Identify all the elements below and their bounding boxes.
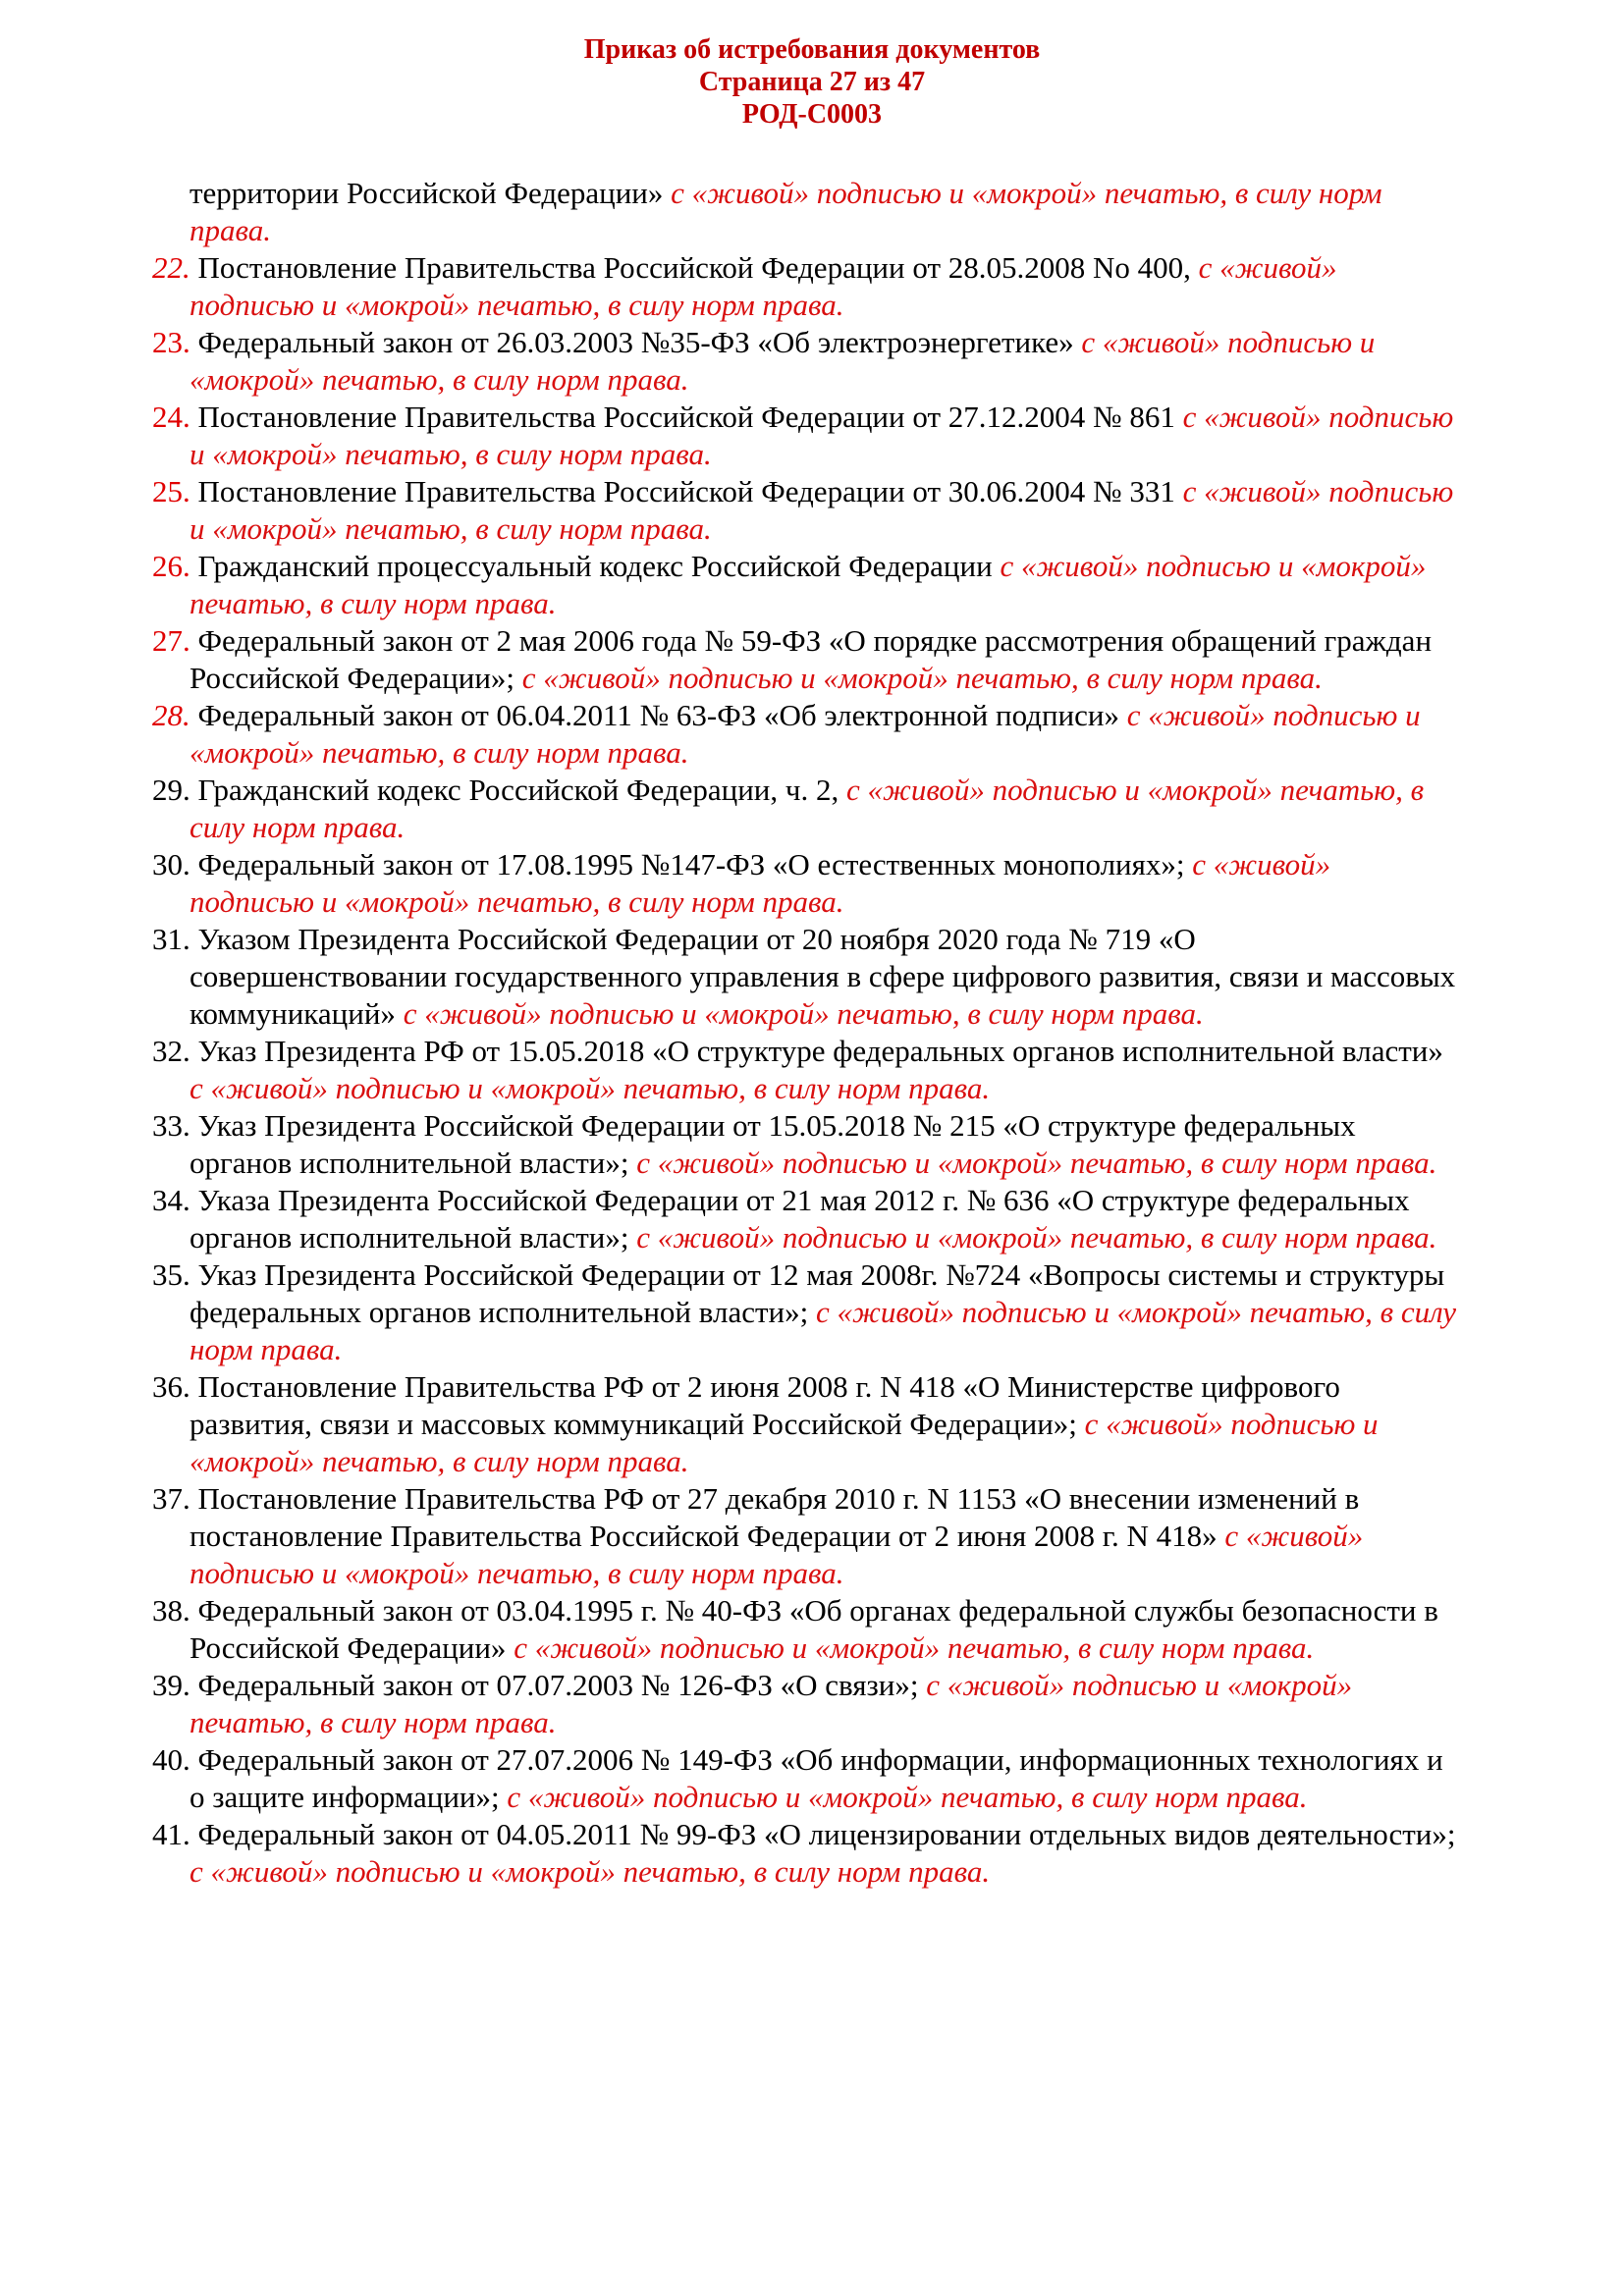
law-item <box>152 1480 1458 1592</box>
law-text: Федеральный закон от 27.07.2006 № 149-ФЗ «Об информации, информационных технологиях и о защите информации»; <box>189 1742 1443 1814</box>
signature-note: с «живой» подписью и «мокрой» печатью, в силу норм права. <box>189 698 1421 770</box>
signature-note: с «живой» подписью и «мокрой» печатью, в силу норм права. <box>189 1295 1456 1366</box>
signature-note: с «живой» подписью и «мокрой» печатью, в силу норм права. <box>189 1854 991 1889</box>
law-item <box>152 697 1458 772</box>
law-item <box>152 399 1458 473</box>
law-text: Постановление Правительства РФ от 2 июня 2008 г. N 418 «О Министерстве цифрового развития, связи и массовых коммуникаций Российской Федерации»; <box>189 1369 1340 1441</box>
law-item <box>152 548 1458 622</box>
signature-note: с «живой» подписью и «мокрой» печатью, в силу норм права. <box>189 773 1425 844</box>
item-number: 28. <box>152 698 190 732</box>
intro-paragraph <box>152 175 1458 249</box>
signature-note: с «живой» подписью и «мокрой» печатью, в силу норм права. <box>189 250 1337 322</box>
signature-note: с «живой» подписью и «мокрой» печатью, в силу норм права. <box>189 325 1376 397</box>
law-text: Указ Президента Российской Федерации от 12 мая 2008г. №724 «Вопросы системы и структуры федеральных органов исполнительной власти»; <box>189 1257 1445 1329</box>
law-text: Указ Президента РФ от 15.05.2018 «О структуре федеральных органов исполнительной власти» <box>197 1034 1443 1068</box>
signature-note: с «живой» подписью и «мокрой» печатью, в силу норм права. <box>636 1146 1437 1180</box>
law-item <box>152 1033 1458 1107</box>
signature-note: с «живой» подписью и «мокрой» печатью, в силу норм права. <box>636 1220 1437 1255</box>
document-title: Приказ об истребования документов <box>583 34 1041 65</box>
signature-note: с «живой» подписью и «мокрой» печатью, в силу норм права. <box>189 400 1454 471</box>
item-number: 41. <box>152 1817 190 1851</box>
signature-note: с «живой» подписью и «мокрой» печатью, в силу норм права. <box>189 1668 1353 1739</box>
item-number: 25. <box>152 474 190 508</box>
item-number: 39. <box>152 1668 190 1702</box>
law-item <box>152 1368 1458 1480</box>
item-number: 33. <box>152 1108 190 1143</box>
signature-note: с «живой» подписью и «мокрой» печатью, в силу норм права. <box>507 1780 1308 1814</box>
law-item <box>152 1256 1458 1368</box>
item-number: 38. <box>152 1593 190 1628</box>
law-text: Указ Президента Российской Федерации от 15.05.2018 № 215 «О структуре федеральных органов исполнительной власти»; <box>189 1108 1356 1180</box>
signature-note: с «живой» подписью и «мокрой» печатью, в силу норм права. <box>189 1519 1364 1590</box>
law-text: Постановление Правительства Российской Федерации от 30.06.2004 № 331 <box>197 474 1183 508</box>
item-number: 31. <box>152 922 190 956</box>
signature-note: с «живой» подписью и «мокрой» печатью, в силу норм права. <box>521 661 1323 695</box>
signature-note: с «живой» подписью и «мокрой» печатью, в силу норм права. <box>189 549 1427 620</box>
law-text: Гражданский процессуальный кодекс Российской Федерации <box>197 549 1001 583</box>
document-code: РОД-С0003 <box>741 99 883 130</box>
law-item <box>152 1107 1458 1182</box>
legal-references-list <box>152 175 1458 1891</box>
signature-note: с «живой» подписью и «мокрой» печатью, в силу норм права. <box>189 1071 991 1105</box>
item-number: 30. <box>152 847 190 881</box>
law-text: Указом Президента Российской Федерации от 20 ноября 2020 года № 719 «О совершенствовании государственного управления в сфере цифрового развития, связи и массовых коммуникаций» <box>189 922 1456 1031</box>
law-text: Указа Президента Российской Федерации от 21 мая 2012 г. № 636 «О структуре федеральных органов исполнительной власти»; <box>189 1183 1410 1255</box>
item-number: 35. <box>152 1257 190 1292</box>
law-item <box>152 249 1458 324</box>
law-text: Гражданский кодекс Российской Федерации, ч. 2, <box>197 773 846 807</box>
law-item <box>152 921 1458 1033</box>
signature-note: с «живой» подписью и «мокрой» печатью, в силу норм права. <box>189 176 1382 247</box>
law-text: Постановление Правительства Российской Федерации от 27.12.2004 № 861 <box>197 400 1183 434</box>
item-number: 40. <box>152 1742 190 1777</box>
law-item <box>152 1741 1458 1816</box>
law-item <box>152 622 1458 697</box>
signature-note: с «живой» подписью и «мокрой» печатью, в силу норм права. <box>514 1630 1315 1665</box>
law-text: Федеральный закон от 03.04.1995 г. № 40-ФЗ «Об органах федеральной службы безопасности в Российской Федерации» <box>189 1593 1438 1665</box>
document-header <box>0 0 1624 131</box>
law-item <box>152 1816 1458 1891</box>
item-number: 36. <box>152 1369 190 1404</box>
law-text: Федеральный закон от 2 мая 2006 года № 59-ФЗ «О порядке рассмотрения обращений граждан Российской Федерации»; <box>189 623 1433 695</box>
law-text: Постановление Правительства РФ от 27 декабря 2010 г. N 1153 «О внесении изменений в постановление Правительства Российской Федерации от 2 июня 2008 г. N 418» <box>189 1481 1360 1553</box>
item-number: 26. <box>152 549 190 583</box>
law-item <box>152 846 1458 921</box>
law-text: Федеральный закон от 07.07.2003 № 126-ФЗ «О связи»; <box>197 1668 927 1702</box>
signature-note: с «живой» подписью и «мокрой» печатью, в силу норм права. <box>189 847 1331 919</box>
item-number: 32. <box>152 1034 190 1068</box>
law-item <box>152 772 1458 846</box>
law-text: Федеральный закон от 17.08.1995 №147-ФЗ «О естественных монополиях»; <box>197 847 1193 881</box>
signature-note: с «живой» подписью и «мокрой» печатью, в силу норм права. <box>403 996 1204 1031</box>
item-number: 29. <box>152 773 190 807</box>
law-text: Федеральный закон от 26.03.2003 №35-ФЗ «Об электроэнергетике» <box>197 325 1082 359</box>
item-number: 23. <box>152 325 190 359</box>
law-text: Федеральный закон от 04.05.2011 № 99-ФЗ «О лицензировании отдельных видов деятельности»; <box>197 1817 1456 1851</box>
law-item <box>152 1182 1458 1256</box>
signature-note: с «живой» подписью и «мокрой» печатью, в силу норм права. <box>189 474 1454 546</box>
item-number: 27. <box>152 623 190 658</box>
item-number: 22. <box>152 250 190 285</box>
law-item <box>152 1667 1458 1741</box>
law-item <box>152 324 1458 399</box>
item-number: 34. <box>152 1183 190 1217</box>
law-item <box>152 1592 1458 1667</box>
law-text: территории Российской Федерации» <box>189 176 672 210</box>
item-number: 24. <box>152 400 190 434</box>
page-indicator: Страница 27 из 47 <box>698 67 926 97</box>
law-text: Федеральный закон от 06.04.2011 № 63-ФЗ «Об электронной подписи» <box>197 698 1127 732</box>
item-number: 37. <box>152 1481 190 1516</box>
law-item <box>152 473 1458 548</box>
signature-note: с «живой» подписью и «мокрой» печатью, в силу норм права. <box>189 1407 1379 1478</box>
law-text: Постановление Правительства Российской Федерации от 28.05.2008 No 400, <box>197 250 1199 285</box>
